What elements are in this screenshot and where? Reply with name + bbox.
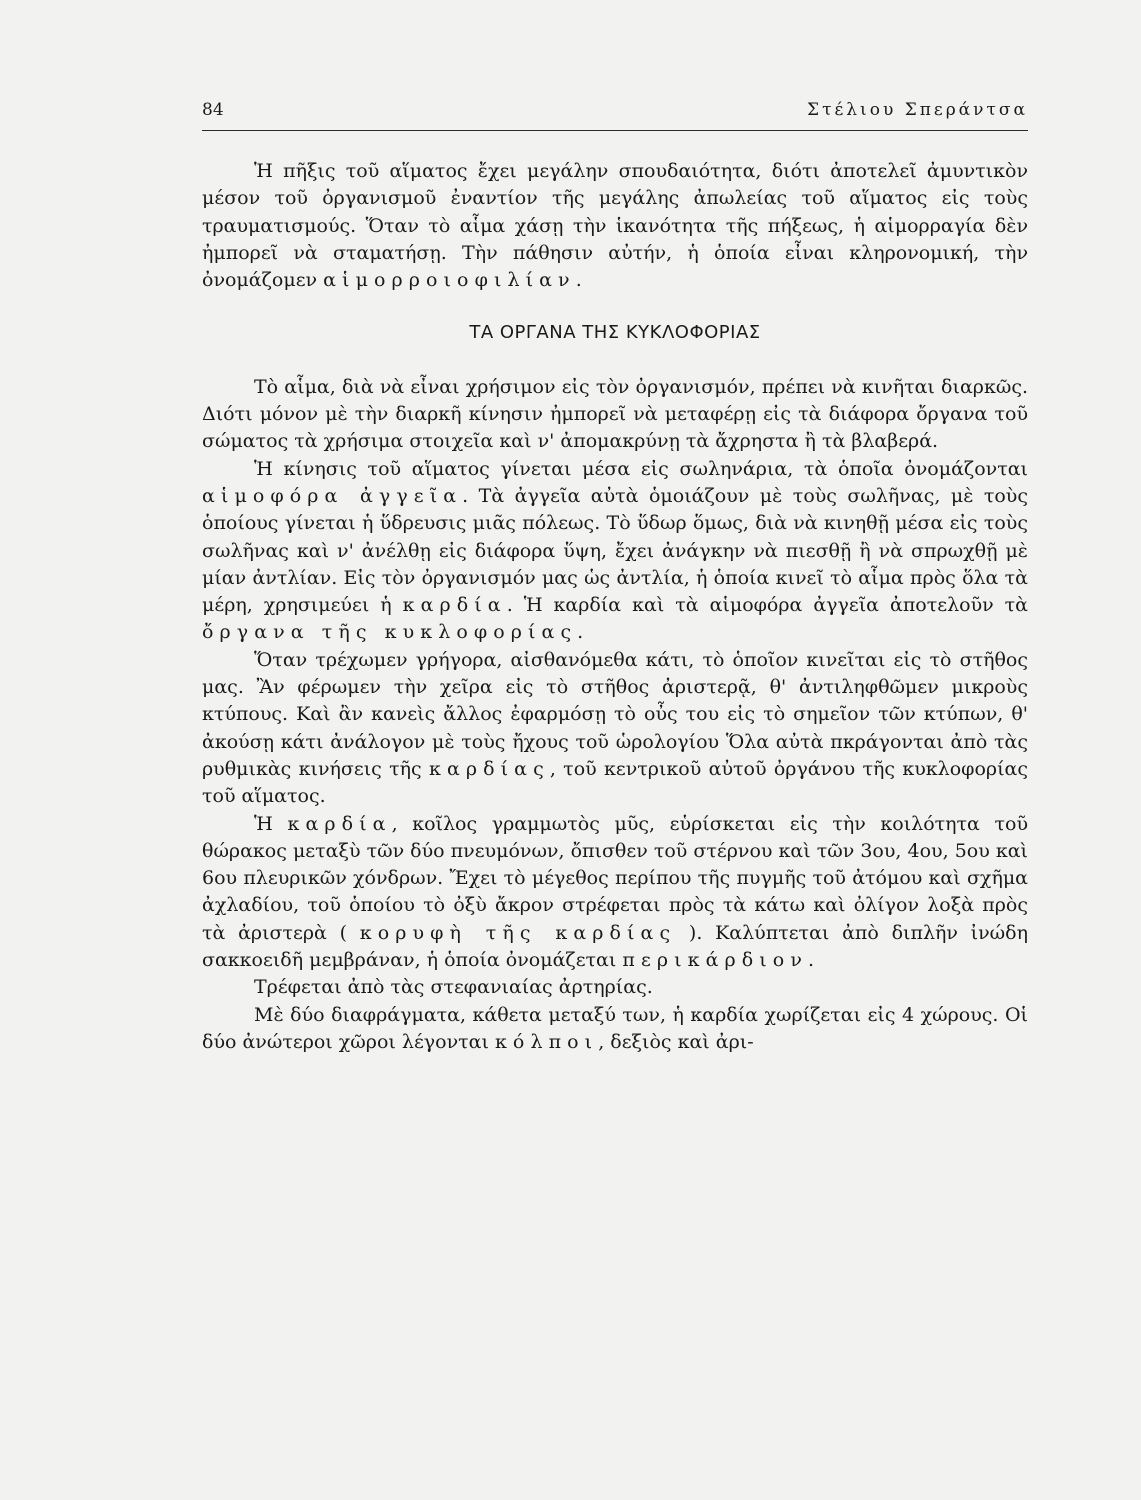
paragraph-text: , κοῖλος γραμμωτὸς μῦς, εὑρίσκεται εἰς τὴν κοιλότητα τοῦ θώρακος μεταξὺ τῶν δύο πνευμόνων, ὄπισθεν τοῦ στέρνου καὶ τῶν 3ου, 4ου, 5ου καὶ 6ου πλευρικῶν χόνδρων. Ἔχει τὸ μέγεθος περίπου τῆς πυγμῆς τοῦ ἀτόμου καὶ σχῆμα ἀχλαδίου, τοῦ ὁποίου τὸ ὀξὺ ἄκρον στρέφεται πρὸς τὰ κάτω καὶ ὀλίγον λοξὰ πρὸς τὰ ἀριστερὰ ( — [202, 812, 1028, 944]
term-pericardium: περικάρδιον — [622, 949, 808, 972]
paragraph-text: Ἡ πῆξις τοῦ αἵματος ἔχει μεγάλην σπουδαιότητα, διότι ἀποτελεῖ ἀμυντικὸν μέσον τοῦ ὀργανισμοῦ ἐναντίον τῆς μεγάλης ἀπωλείας τοῦ αἵματος εἰς τοὺς τραυματισμούς. Ὅταν τὸ αἷμα χάσῃ τὴν ἱκανότητα τῆς πήξεως, ἡ αἱμορραγία δὲν ἠμπορεῖ νὰ σταματήσῃ. Τὴν πάθησιν αὐτήν, ἡ ὁποία εἶναι κληρονομική, τὴν ὀνομάζομεν — [202, 160, 1028, 292]
paragraph-text: ). Καλύπτεται ἀπὸ διπλῆν ἰνώδη σακκοειδῆ μεμβράναν, ἡ ὁποία ὀνομάζεται — [202, 921, 1028, 972]
term-atria: κόλποι — [494, 1030, 599, 1053]
paragraph-text: Ἡ κίνησις τοῦ αἵματος γίνεται μέσα εἰς σωληνάρια, τὰ ὁποῖα ὀνομάζονται — [254, 457, 1028, 480]
page-header — [202, 100, 1028, 131]
term-heart-genitive: καρδίας — [429, 757, 550, 780]
page-number: 84 — [202, 100, 224, 120]
term-apex: κορυφὴ τῆς καρδίας — [359, 921, 677, 944]
paragraph-heart-anatomy — [202, 811, 1028, 975]
paragraph-text: . — [575, 269, 582, 292]
paragraph-text: . Τὰ ἀγγεῖα αὐτὰ ὁμοιάζουν μὲ τοὺς σωλῆνας, μὲ τοὺς ὁποίους γίνεται ἡ ὕδρευσις μιᾶς πόλεως. Τὸ ὕδωρ ὅμως, διὰ νὰ κινηθῇ μέσα εἰς τοὺς σωλῆνας καὶ ν' ἀνέλθῃ εἰς διάφορα ὕψη, ἔχει ἀνάγκην νὰ πιεσθῇ ἢ νὰ σπρωχθῇ μὲ μίαν ἀντλίαν. Εἰς τὸν ὀργανισμόν μας ὡς ἀντλία, ἡ ὁποία κινεῖ τὸ αἷμα πρὸς ὅλα τὰ μέρη, χρησιμεύει ἡ — [202, 484, 1029, 617]
paragraph-text: , τοῦ κεντρικοῦ αὐτοῦ ὀργάνου τῆς κυκλοφορίας τοῦ αἵματος. — [202, 757, 1028, 808]
paragraph-text: Τὸ αἷμα, διὰ νὰ εἶναι χρήσιμον εἰς τὸν ὀργανισμόν, πρέπει νὰ κινῆται διαρκῶς. Διότι μόνον μὲ τὴν διαρκῆ κίνησιν ἠμπορεῖ νὰ μεταφέρῃ εἰς τὰ διάφορα ὄργανα τοῦ σώματος τὰ χρήσιμα στοιχεῖα καὶ ν' ἀπομακρύνῃ τὰ ἄχρηστα ἢ τὰ βλαβερά. — [202, 375, 1028, 453]
paragraph-text: Ἡ — [254, 812, 288, 835]
paragraph-vessels — [202, 456, 1028, 647]
paragraph-text: , δεξιὸς καὶ ἀρι- — [598, 1030, 754, 1053]
running-head: Στέλιου Σπεράντσα — [807, 100, 1028, 120]
paragraph-text: . — [807, 949, 815, 972]
paragraph-text: . Ἡ καρδία καὶ τὰ αἱμοφόρα ἀγγεῖα ἀποτελοῦν τὰ — [506, 594, 1029, 617]
paragraph-blood-clotting — [202, 158, 1028, 294]
paragraph-heartbeat — [202, 647, 1028, 811]
paragraph-text: . — [577, 621, 584, 644]
term-circulation-organs: ὄργανα τῆς κυκλοφορίας — [202, 621, 578, 644]
paragraph-text: Μὲ δύο διαφράγματα, κάθετα μεταξύ των, ἡ καρδία χωρίζεται εἰς 4 χώρους. Οἱ δύο ἀνώτεροι χῶροι λέγονται — [202, 1003, 1028, 1053]
body-text — [202, 158, 1028, 1056]
paragraph-nourishment — [202, 974, 1028, 1001]
term-haemophilia: αἱμορροιοφιλίαν — [323, 269, 576, 292]
paragraph-chambers — [202, 1002, 1028, 1057]
paragraph-text: Ὅταν τρέχωμεν γρήγορα, αἰσθανόμεθα κάτι, τὸ ὁποῖον κινεῖται εἰς τὸ στῆθος μας. Ἂν φέρωμεν τὴν χεῖρα εἰς τὸ στῆθος ἀριστερᾷ, θ' ἀντιληφθῶμεν μικροὺς κτύπους. Καὶ ἂν κανεὶς ἄλλος ἐφαρμόσῃ τὸ οὖς του εἰς τὸ σημεῖον τῶν κτύπων, θ' ἀκούσῃ κάτι ἀνάλογον μὲ τοὺς ἤχους τοῦ ὡρολογίου Ὅλα αὐτὰ πκράγονται ἀπὸ τὰς ρυθμικὰς κινήσεις τῆς — [202, 648, 1028, 780]
paragraph-text: Τρέφεται ἀπὸ τὰς στεφανιαίας ἀρτηρίας. — [254, 976, 653, 999]
paragraph-blood-movement — [202, 374, 1028, 456]
term-heart: καρδία — [402, 594, 507, 617]
term-heart: καρδία — [287, 812, 392, 835]
section-heading: ΤΑ ΟΡΓΑΝΑ ΤΗΣ ΚΥΚΛΟΦΟΡΙΑΣ — [469, 322, 761, 344]
term-blood-vessels: αἱμοφόρα ἀγγεῖα — [202, 484, 463, 507]
